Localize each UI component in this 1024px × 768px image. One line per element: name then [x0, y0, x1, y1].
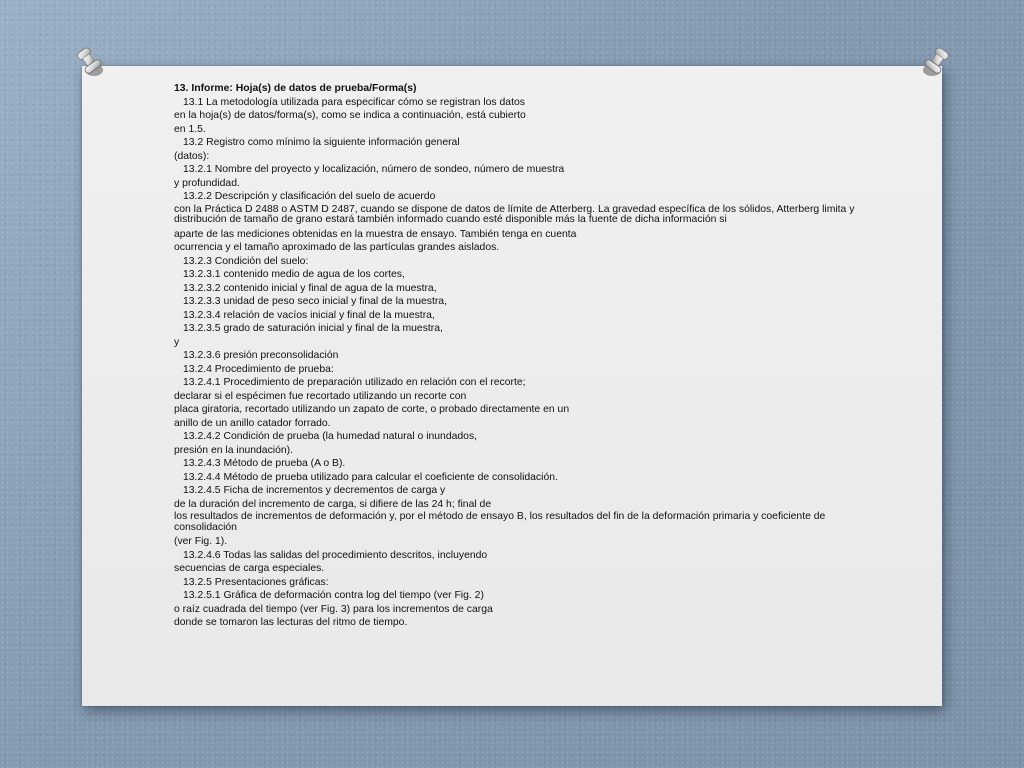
text-line: 13.2.3.6 presión preconsolidación: [183, 350, 339, 361]
text-line: de la duración del incremento de carga, si difiere de las 24 h; final de: [174, 498, 492, 510]
text-line: 13.2.4.2 Condición de prueba (la humedad natural o inundados,: [183, 431, 478, 442]
text-line: ocurrencia y el tamaño aproximado de las partículas grandes aislados.: [174, 242, 500, 253]
slide-text-body: [174, 82, 864, 630]
text-line: 13.2.5 Presentaciones gráficas:: [183, 576, 329, 588]
text-line: 13.2.3.5 grado de saturación inicial y final de la muestra,: [183, 323, 443, 334]
text-line: 13.2.1 Nombre del proyecto y localización, número de sondeo, número de muestra: [183, 164, 565, 175]
text-line: y: [174, 336, 180, 348]
text-line: 13.2.4.4 Método de prueba utilizado para calcular el coeficiente de consolidación.: [183, 471, 558, 483]
text-line: 13.2.4.1 Procedimiento de preparación utilizado en relación con el recorte;: [183, 377, 526, 388]
text-line: presión en la inundación).: [174, 444, 293, 456]
text-line: declarar si el espécimen fue recortado utilizando un recorte con: [174, 390, 467, 402]
text-line: (ver Fig. 1).: [174, 536, 228, 547]
text-line: secuencias de carga especiales.: [174, 563, 325, 574]
text-line: anillo de un anillo catador forrado.: [174, 417, 331, 429]
pushpin-left-icon: [70, 42, 112, 84]
text-line: los resultados de incrementos de deformación y, por el método de ensayo B, los resultados del fin de la deformación primaria y coeficiente de consolidación: [174, 511, 826, 533]
text-line: 13.2.2 Descripción y clasificación del suelo de acuerdo: [183, 191, 436, 202]
text-line: 13.2.4.5 Ficha de incrementos y decrementos de carga y: [183, 485, 446, 496]
text-line: o raíz cuadrada del tiempo (ver Fig. 3) para los incrementos de carga: [174, 603, 493, 615]
text-line: aparte de las mediciones obtenidas en la muestra de ensayo. También tenga en cuenta: [174, 228, 577, 240]
text-line: (datos):: [174, 150, 210, 162]
text-line: en la hoja(s) de datos/forma(s), como se indica a continuación, está cubierto: [174, 110, 526, 121]
text-line: 13.2.4 Procedimiento de prueba:: [183, 363, 334, 375]
text-line: 13.2.4.3 Método de prueba (A o B).: [183, 458, 346, 469]
text-line: 13.2.5.1 Gráfica de deformación contra log del tiempo (ver Fig. 2): [183, 590, 484, 601]
text-line: 13.2.3.2 contenido inicial y final de agua de la muestra,: [183, 282, 437, 294]
text-line: donde se tomaron las lecturas del ritmo de tiempo.: [174, 617, 408, 628]
text-line: 13.2.3.3 unidad de peso seco inicial y final de la muestra,: [183, 296, 447, 307]
text-line: placa giratoria, recortado utilizando un zapato de corte, o probado directamente en un: [174, 404, 570, 415]
text-line: 13.2.3.4 relación de vacíos inicial y final de la muestra,: [183, 309, 435, 321]
section-title: 13. Informe: Hoja(s) de datos de prueba/Forma(s): [174, 83, 417, 94]
text-line: 13.2.4.6 Todas las salidas del procedimiento descritos, incluyendo: [183, 549, 488, 561]
text-line: 13.2 Registro como mínimo la siguiente información general: [183, 137, 460, 148]
pushpin-right-icon: [914, 42, 956, 84]
text-line: en 1.5.: [174, 123, 206, 135]
text-line: 13.1 La metodología utilizada para especificar cómo se registran los datos: [183, 96, 525, 108]
text-line: 13.2.3 Condición del suelo:: [183, 255, 309, 267]
text-line: con la Práctica D 2488 o ASTM D 2487, cuando se dispone de datos de límite de Atterberg. La gravedad específica de los sólidos, Atterberg limita y distribución de tamaño de grano estará también informado cuando esté disponible más la fuente de dicha información si: [174, 203, 855, 225]
text-line: 13.2.3.1 contenido medio de agua de los cortes,: [183, 269, 405, 280]
text-line: y profundidad.: [174, 177, 240, 189]
